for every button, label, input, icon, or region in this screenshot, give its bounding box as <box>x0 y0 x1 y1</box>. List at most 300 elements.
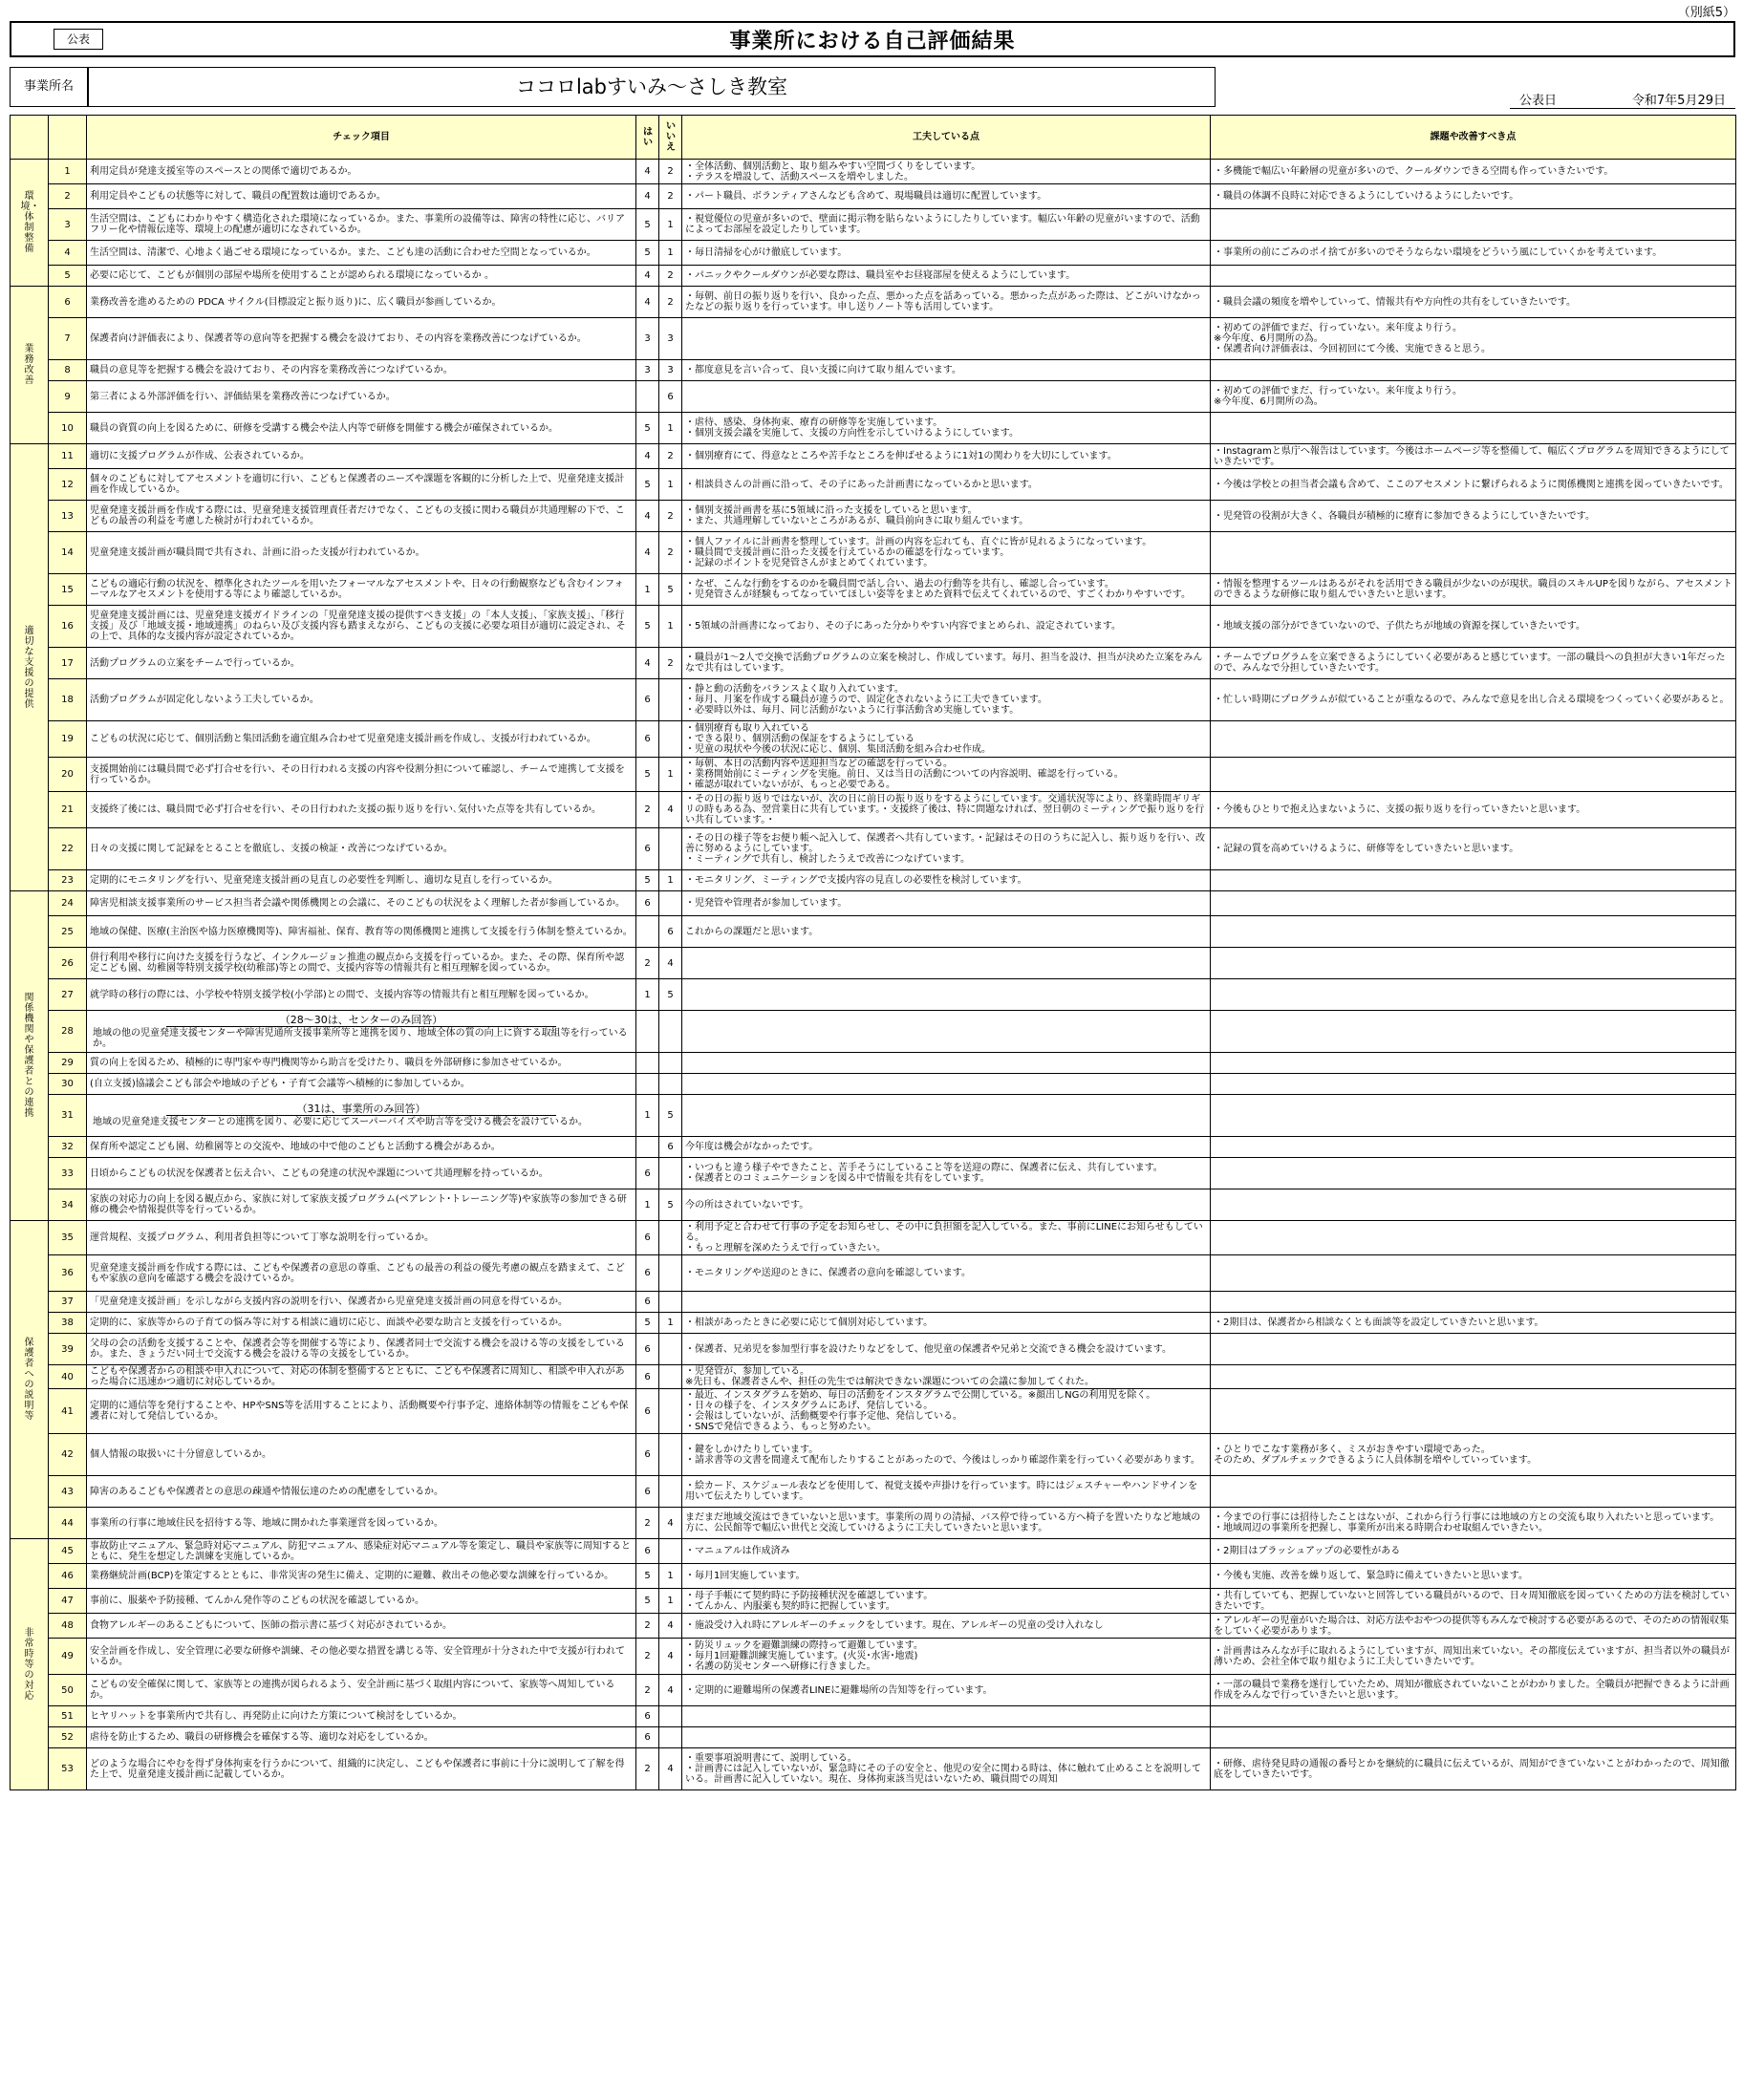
check-item: 児童発達支援計画には、児童発達支援ガイドラインの「児童発達支援の提供すべき支援」の「本人支援」、「家族支援」、「移行支援」及び「地域支援・地域連携」のねらい及び支援内容も踏まえながら、こどもの支援に必要な項目が適切に設定され、その上で、具体的な支援内容が設定されているか。 <box>87 606 636 648</box>
issue-cell <box>1211 758 1736 792</box>
item-number: 40 <box>49 1365 87 1389</box>
yes-count: 3 <box>636 360 659 381</box>
office-label: 事業所名 <box>10 67 88 107</box>
item-number: 52 <box>49 1727 87 1748</box>
check-item: 職員の意見等を把握する機会を設けており、その内容を業務改善につなげているか。 <box>87 360 636 381</box>
table-row <box>11 979 1736 1011</box>
effort-cell: ・防災リュックを避難訓練の際持って避難しています。 ・毎月1回避難訓練実施しています。(火災･水害･地震) ・名護の防災センターへ研修に行きました。 <box>682 1639 1211 1675</box>
no-count: 3 <box>659 360 682 381</box>
check-item: ヒヤリハットを事業所内で共有し、再発防止に向けた方策について検討をしているか。 <box>87 1706 636 1727</box>
issue-cell: ・児発管の役割が大きく、各職員が積極的に療育に参加できるようにしていきたいです。 <box>1211 501 1736 532</box>
issue-cell: ・今後も実施、改善を繰り返して、緊急時に備えていきたいと思います。 <box>1211 1564 1736 1589</box>
check-item <box>87 1011 636 1053</box>
yes-count: 5 <box>636 1564 659 1589</box>
no-count <box>659 1074 682 1095</box>
issue-cell <box>1211 1011 1736 1053</box>
effort-cell: ・虐待、感染、身体拘束、療育の研修等を実施しています。 ・個別支援会議を実施して、支援の方向性を示していけるようにしています。 <box>682 413 1211 444</box>
check-item: 第三者による外部評価を行い、評価結果を業務改善につなげているか。 <box>87 381 636 413</box>
corner-cell <box>11 116 49 160</box>
issue-cell: ・チームでプログラムを立案できるようにしていく必要があると感じています。一部の職員への負担が大きい1年だったので、みんなで分担していきたいです。 <box>1211 648 1736 679</box>
effort-cell: ・職員が1～2人で交換で活動プログラムの立案を検討し、作成しています。毎月、担当を設け、担当が決めた立案をみんなで共有はしています。 <box>682 648 1211 679</box>
no-count: 4 <box>659 1748 682 1790</box>
issue-cell <box>1211 870 1736 891</box>
effort-cell: ・重要事項説明書にて、説明している。 ・計画書には記入していないが、緊急時にその子の安全と、他児の安全に関わる時は、体に触れて止めることを説明している。計画書に記入していない。現在、身体拘束該当児はいないため、職員間での周知 <box>682 1748 1211 1790</box>
yes-count: 5 <box>636 758 659 792</box>
item-number: 2 <box>49 184 87 209</box>
no-count: 4 <box>659 948 682 979</box>
yes-count: 2 <box>636 1508 659 1539</box>
item-number: 42 <box>49 1434 87 1476</box>
yes-count: 5 <box>636 1589 659 1614</box>
table-row <box>11 679 1736 721</box>
category-label: 保護者への説明等 <box>24 1338 34 1422</box>
no-count: 1 <box>659 758 682 792</box>
issue-cell: ・今後もひとりで抱え込まないように、支援の振り返りを行っていきたいと思います。 <box>1211 792 1736 828</box>
check-item: 活動プログラムが固定化しないよう工夫しているか。 <box>87 679 636 721</box>
no-count <box>659 1011 682 1053</box>
check-item: 支援終了後には、職員間で必ず打合せを行い、その日行われた支援の振り返りを行い､気付いた点等を共有しているか。 <box>87 792 636 828</box>
category-label: 適切な支援の提供 <box>24 625 34 710</box>
annex-label: （別紙5） <box>1677 6 1735 20</box>
yes-count: 6 <box>636 721 659 758</box>
item-number: 18 <box>49 679 87 721</box>
item-number: 13 <box>49 501 87 532</box>
no-count: 5 <box>659 1095 682 1137</box>
yes-header <box>636 116 659 160</box>
table-row <box>11 1639 1736 1675</box>
item-number: 20 <box>49 758 87 792</box>
yes-count: 6 <box>636 679 659 721</box>
yes-count: 6 <box>636 1292 659 1313</box>
item-number: 43 <box>49 1476 87 1508</box>
item-number: 26 <box>49 948 87 979</box>
item-number: 6 <box>49 287 87 318</box>
check-item: 食物アレルギーのあるこどもについて、医師の指示書に基づく対応がされているか。 <box>87 1614 636 1639</box>
item-number: 11 <box>49 444 87 469</box>
issue-cell <box>1211 1074 1736 1095</box>
item-number: 31 <box>49 1095 87 1137</box>
no-count: 1 <box>659 413 682 444</box>
check-item: 運営規程、支援プログラム、利用者負担等について丁寧な説明を行っているか。 <box>87 1221 636 1255</box>
effort-cell <box>682 979 1211 1011</box>
check-item: 日頃からこどもの状況を保護者と伝え合い、こどもの発達の状況や課題について共通理解を持っているか。 <box>87 1158 636 1189</box>
effort-cell: ・個別療育にて、得意なところや苦手なところを伸ばせるように1対1の関わりを大切にしています。 <box>682 444 1211 469</box>
table-row <box>11 413 1736 444</box>
item-number: 3 <box>49 209 87 241</box>
item-number: 47 <box>49 1589 87 1614</box>
check-item: どのような場合にやむを得ず身体拘束を行うかについて、組織的に決定し、こどもや保護者に事前に十分に説明して了解を得た上で、児童発達支援計画に記載しているか。 <box>87 1748 636 1790</box>
item-number: 15 <box>49 574 87 606</box>
yes-count: 6 <box>636 1255 659 1292</box>
no-count: 6 <box>659 1137 682 1158</box>
yes-count: 6 <box>636 891 659 916</box>
check-item: こどもの適応行動の状況を、標準化されたツールを用いたフォーマルなアセスメントや、日々の行動観察なども含むインフォーマルなアセスメントを使用する等により確認しているか。 <box>87 574 636 606</box>
issue-cell: ・2期目は、保護者から相談なくとも面談等を設定していきたいと思います。 <box>1211 1313 1736 1334</box>
no-count: 6 <box>659 381 682 413</box>
no-count: 1 <box>659 241 682 266</box>
yes-count: 2 <box>636 948 659 979</box>
page-title: 事業所における自己評価結果 <box>729 30 1016 54</box>
check-item: 併行利用や移行に向けた支援を行うなど、インクルージョン推進の観点から支援を行っているか。また、その際、保育所や認定こども園、幼稚園等特別支援学校(幼稚部)等との間で、支援内容等の情報共有と相互理解を図っているか。 <box>87 948 636 979</box>
table-row <box>11 318 1736 360</box>
check-item: 利用定員やこどもの状態等に対して、職員の配置数は適切であるか。 <box>87 184 636 209</box>
check-item: 児童発達支援計画を作成する際には、児童発達支援管理責任者だけでなく、こどもの支援に関わる職員が共通理解の下で、こどもの最善の利益を考慮した検討が行われているか。 <box>87 501 636 532</box>
issue-cell <box>1211 948 1736 979</box>
effort-cell: ・保護者、兄弟児を参加型行事を設けたりなどをして、他児童の保護者や兄弟と交流できる機会を設けています。 <box>682 1334 1211 1365</box>
item-number: 27 <box>49 979 87 1011</box>
effort-cell: ・母子手帳にて契約時に予防接種状況を確認しています。 ・てんかん、内服薬も契約時に把握しています。 <box>682 1589 1211 1614</box>
no-count <box>659 1476 682 1508</box>
item-number: 34 <box>49 1189 87 1221</box>
evaluation-table <box>10 115 1736 1790</box>
item-note: （28～30は、センターのみ回答） <box>166 1014 556 1027</box>
no-count: 1 <box>659 209 682 241</box>
effort-cell: ・都度意見を言い合って、良い支援に向けて取り組んでいます。 <box>682 360 1211 381</box>
yes-count <box>636 1137 659 1158</box>
table-row <box>11 1614 1736 1639</box>
no-count: 2 <box>659 501 682 532</box>
no-count: 6 <box>659 916 682 948</box>
table-row <box>11 1675 1736 1706</box>
check-item: 安全計画を作成し、安全管理に必要な研修や訓練、その他必要な措置を講じる等、安全管理が十分された中で支援が行われているか。 <box>87 1639 636 1675</box>
no-count: 2 <box>659 287 682 318</box>
table-row <box>11 266 1736 287</box>
issue-cell: ・事業所の前にごみのポイ捨てが多いのでそうならない環境をどういう風にしていくかを考えています。 <box>1211 241 1736 266</box>
issue-cell: ・情報を整理するツールはあるがそれを活用できる職員が少ないのが現状。職員のスキルUPを図りながら、アセスメントのできるような研修に取り組んでいきたいと思います。 <box>1211 574 1736 606</box>
table-row <box>11 360 1736 381</box>
public-tag: 公表 <box>54 29 103 50</box>
effort-cell: ・絵カード、スケジュール表などを使用して、視覚支援や声掛けを行っています。時にはジェスチャーやハンドサインを用いて伝えたりしています。 <box>682 1476 1211 1508</box>
table-row <box>11 828 1736 870</box>
category-cell <box>11 287 49 444</box>
no-count: 5 <box>659 574 682 606</box>
item-number: 22 <box>49 828 87 870</box>
effort-cell: ・児発管や管理者が参加しています。 <box>682 891 1211 916</box>
table-row <box>11 1334 1736 1365</box>
effort-cell: ・パニックやクールダウンが必要な際は、職員室やお昼寝部屋を使えるようにしています。 <box>682 266 1211 287</box>
yes-count: 2 <box>636 1614 659 1639</box>
no-count <box>659 721 682 758</box>
issue-cell: ・Instagramと県庁へ報告はしています。今後はホームページ等を整備して、幅広くプログラムを周知できるようにしていきたいです。 <box>1211 444 1736 469</box>
effort-cell <box>682 1074 1211 1095</box>
check-item: 生活空間は、こどもにわかりやすく構造化された環境になっているか。また、事業所の設備等は、障害の特性に応じ、バリアフリー化や情報伝達等、環境上の配慮が適切になされているか。 <box>87 209 636 241</box>
effort-cell: ・毎日清掃を心がけ徹底しています。 <box>682 241 1211 266</box>
issue-cell <box>1211 413 1736 444</box>
item-number: 5 <box>49 266 87 287</box>
issue-cell: ・共有していても、把握していないと回答している職員がいるので、日々周知徹底を図っていくための方法を検討していきたいです。 <box>1211 1589 1736 1614</box>
check-item: 定期的にモニタリングを行い、児童発達支援計画の見直しの必要性を判断し、適切な見直しを行っているか。 <box>87 870 636 891</box>
issue-cell: ・職員会議の頻度を増やしていって、情報共有や方向性の共有をしていきたいです。 <box>1211 287 1736 318</box>
item-number: 35 <box>49 1221 87 1255</box>
item-number: 36 <box>49 1255 87 1292</box>
yes-count <box>636 381 659 413</box>
item-number: 39 <box>49 1334 87 1365</box>
table-row <box>11 1011 1736 1053</box>
issue-cell <box>1211 979 1736 1011</box>
issue-cell <box>1211 1221 1736 1255</box>
effort-cell: ・毎月1回実施しています。 <box>682 1564 1211 1589</box>
effort-cell: ・毎朝、前日の振り返りを行い、良かった点、悪かった点を話あっている。悪かった点があった際は、どこがいけなかったなどの振り返りを行っています。申し送りノート等も活用しています。 <box>682 287 1211 318</box>
yes-count: 4 <box>636 287 659 318</box>
item-number: 51 <box>49 1706 87 1727</box>
check-item: 支援開始前には職員間で必ず打合せを行い、その日行われる支援の内容や役割分担について確認し、チームで連携して支援を行っているか。 <box>87 758 636 792</box>
table-row <box>11 241 1736 266</box>
table-row <box>11 1137 1736 1158</box>
table-row <box>11 1074 1736 1095</box>
no-count <box>659 1334 682 1365</box>
no-count: 1 <box>659 1589 682 1614</box>
yes-count <box>636 1011 659 1053</box>
yes-count: 6 <box>636 1539 659 1564</box>
issue-cell: ・職員の体調不良時に対応できるようにしていけるようにしたいです。 <box>1211 184 1736 209</box>
yes-count <box>636 1053 659 1074</box>
check-item: 定期的に、家族等からの子育ての悩み等に対する相談に適切に応じ、面談や必要な助言と支援を行っているか。 <box>87 1313 636 1334</box>
no-count: 5 <box>659 979 682 1011</box>
check-item: 家族の対応力の向上を図る観点から、家族に対して家族支援プログラム(ペアレント･トレーニング等)や家族等の参加できる研修の機会や情報提供等を行っているか。 <box>87 1189 636 1221</box>
no-count: 2 <box>659 184 682 209</box>
yes-count: 1 <box>636 1189 659 1221</box>
check-item: 個人情報の取扱いに十分留意しているか。 <box>87 1434 636 1476</box>
no-count: 2 <box>659 160 682 184</box>
effort-cell: ・その日の様子等をお便り帳へ記入して、保護者へ共有しています。・記録はその日のうちに記入し、振り返りを行い、改善に努めるようにしています。 ・ミーティングで共有し、検討したうえで改善につなげています。 <box>682 828 1211 870</box>
yes-count: 1 <box>636 1095 659 1137</box>
yes-count: 6 <box>636 1334 659 1365</box>
issue-cell <box>1211 1292 1736 1313</box>
check-item: 障害のあるこどもや保護者との意思の疎通や情報伝達のための配慮をしているか。 <box>87 1476 636 1508</box>
yes-count <box>636 1074 659 1095</box>
check-item-header: チェック項目 <box>87 116 636 160</box>
check-item: 業務継続計画(BCP)を策定するとともに、非常災害の発生に備え、定期的に避難、救出その他必要な訓練を行っているか。 <box>87 1564 636 1589</box>
check-item: 活動プログラムの立案をチームで行っているか。 <box>87 648 636 679</box>
yes-count: 4 <box>636 266 659 287</box>
table-row <box>11 948 1736 979</box>
issue-cell: ・アレルギーの児童がいた場合は、対応方法やおやつの提供等もみんなで検討する必要があるので、そのための情報収集をしていく必要があります。 <box>1211 1614 1736 1639</box>
issue-cell <box>1211 532 1736 574</box>
table-header-row <box>11 116 1736 160</box>
issue-cell <box>1211 266 1736 287</box>
no-count: 2 <box>659 648 682 679</box>
effort-cell: ・個人ファイルに計画書を整理しています。計画の内容を忘れても、直ぐに皆が見れるようになっています。 ・職員間で支援計画に沿った支援を行えているかの確認を行なっています。 ・記録のポイントを児発管さんがまとめてくれています。 <box>682 532 1211 574</box>
issue-cell: ・忙しい時期にプログラムが似ていることが重なるので、みんなで意見を出し合える環境をつくっていく必要があると。 <box>1211 679 1736 721</box>
check-item: 定期的に通信等を発行することや、HPやSNS等を活用することにより、活動概要や行事予定、連絡体制等の情報をこどもや保護者に対して発信しているか。 <box>87 1389 636 1434</box>
issue-cell <box>1211 1334 1736 1365</box>
effort-cell: ・個別支援計画書を基に5領域に沿った支援をしていると思います。 ・また、共通理解していないところがあるが、職員前向きに取り組んでいます。 <box>682 501 1211 532</box>
effort-cell: ・モニタリング、ミーティングで支援内容の見直しの必要性を検討しています。 <box>682 870 1211 891</box>
effort-cell: ・施設受け入れ時にアレルギーのチェックをしています。現在、アレルギーの児童の受け入れなし <box>682 1614 1211 1639</box>
item-number: 9 <box>49 381 87 413</box>
issue-cell: ・計画書はみんなが手に取れるようにしていますが、周知出来ていない。その都度伝えていますが、担当者以外の職員が薄いため、会社全体で取り組むように工夫していきたいです。 <box>1211 1639 1736 1675</box>
table-row <box>11 721 1736 758</box>
effort-cell: まだまだ地域交流はできていないと思います。事業所の周りの清掃、バス停で待っている方へ椅子を置いたりなど地域の方に、公民館等で幅広い世代と交流していけるように工夫していきたいと思います。 <box>682 1508 1211 1539</box>
yes-count: 6 <box>636 828 659 870</box>
table-row <box>11 606 1736 648</box>
effort-cell: ・個別療育も取り入れている ・できる限り、個別活動の保証をするようにしている ・児童の現状や今後の状況に応じ、個別、集団活動を組み合わせ作成。 <box>682 721 1211 758</box>
title-box <box>10 21 1735 57</box>
effort-cell <box>682 381 1211 413</box>
table-row <box>11 891 1736 916</box>
item-number: 45 <box>49 1539 87 1564</box>
yes-count: 4 <box>636 444 659 469</box>
yes-count: 2 <box>636 1748 659 1790</box>
yes-count: 3 <box>636 318 659 360</box>
item-number: 23 <box>49 870 87 891</box>
table-row <box>11 1589 1736 1614</box>
issue-cell <box>1211 1255 1736 1292</box>
table-row <box>11 1508 1736 1539</box>
item-number: 25 <box>49 916 87 948</box>
table-row <box>11 184 1736 209</box>
effort-cell: ・その日の振り返りではないが、次の日に前日の振り返りをするようにしています。交通状況等により、終業時間ギリギリの時もある為、翌営業日に共有しています。・支援終了後は、特に問題なければ、翌日朝のミーティングで振り返りを行い共有しています。・ <box>682 792 1211 828</box>
item-number: 14 <box>49 532 87 574</box>
yes-count: 5 <box>636 1313 659 1334</box>
effort-cell: ・なぜ、こんな行動をするのかを職員間で話し合い、過去の行動等を共有し、確認し合っています。 ・児発管さんが経験もってなっていてほしい姿等をまとめた資料で伝えてくれているので、すごくわかりやすいです。 <box>682 574 1211 606</box>
no-count: 2 <box>659 266 682 287</box>
effort-cell: ・視覚優位の児童が多いので、壁面に掲示物を貼らないようにしたりしています。幅広い年齢の児童がいますので、活動によってお部屋を設定したりしています。 <box>682 209 1211 241</box>
yes-count: 5 <box>636 209 659 241</box>
table-row <box>11 1365 1736 1389</box>
no-count: 4 <box>659 1614 682 1639</box>
table-row <box>11 758 1736 792</box>
issue-cell <box>1211 721 1736 758</box>
no-count: 1 <box>659 606 682 648</box>
yes-count: 6 <box>636 1365 659 1389</box>
table-row <box>11 444 1736 469</box>
item-number: 28 <box>49 1011 87 1053</box>
table-row <box>11 469 1736 501</box>
issue-cell <box>1211 891 1736 916</box>
item-number: 1 <box>49 160 87 184</box>
effort-cell: ・定期的に避難場所の保護者LINEに避難場所の告知等を行っています。 <box>682 1675 1211 1706</box>
issue-cell <box>1211 1365 1736 1389</box>
issue-cell <box>1211 209 1736 241</box>
no-header-text: いいえ <box>666 121 676 153</box>
effort-cell: ・相談があったときに必要に応じて個別対応しています。 <box>682 1313 1211 1334</box>
check-item: 日々の支援に関して記録をとることを徹底し、支援の検証・改善につなげているか。 <box>87 828 636 870</box>
no-count: 4 <box>659 1675 682 1706</box>
no-count <box>659 1221 682 1255</box>
table-row <box>11 1539 1736 1564</box>
number-header <box>49 116 87 160</box>
effort-cell: ・マニュアルは作成済み <box>682 1539 1211 1564</box>
issue-cell: ・研修、虐待発見時の通報の番号とかを継続的に職員に伝えているが、周知ができていないことがわかったので、周知徹底をしていきたいです。 <box>1211 1748 1736 1790</box>
table-row <box>11 1313 1736 1334</box>
table-row <box>11 381 1736 413</box>
table-row <box>11 792 1736 828</box>
effort-cell <box>682 1053 1211 1074</box>
item-number: 16 <box>49 606 87 648</box>
check-item: 保護者向け評価表により、保護者等の意向等を把握する機会を設けており、その内容を業務改善につなげているか。 <box>87 318 636 360</box>
check-item: こどもの状況に応じて、個別活動と集団活動を適宜組み合わせて児童発達支援計画を作成し、支援が行われているか。 <box>87 721 636 758</box>
check-item: 父母の会の活動を支援することや、保護者会等を開催する等により、保護者同士で交流する機会を設ける等の支援をしているか。また、きょうだい同士で交流する機会を設ける等の支援をしているか。 <box>87 1334 636 1365</box>
check-item: 児童発達支援計画が職員間で共有され、計画に沿った支援が行われているか。 <box>87 532 636 574</box>
check-item: 就学時の移行の際には、小学校や特別支援学校(小学部)との間で、支援内容等の情報共有と相互理解を図っているか。 <box>87 979 636 1011</box>
item-number: 8 <box>49 360 87 381</box>
check-item: 利用定員が発達支援室等のスペースとの関係で適切であるか。 <box>87 160 636 184</box>
table-row <box>11 1255 1736 1292</box>
table-row <box>11 574 1736 606</box>
no-count: 4 <box>659 1508 682 1539</box>
pub-date-label: 公表日 <box>1519 94 1558 108</box>
yes-count: 4 <box>636 501 659 532</box>
no-count <box>659 1053 682 1074</box>
effort-cell: ・5領域の計画書になっており、その子にあった分かりやすい内容でまとめられ、設定されています。 <box>682 606 1211 648</box>
check-item: (自立支援)協議会こども部会や地域の子ども・子育て会議等へ積極的に参加しているか。 <box>87 1074 636 1095</box>
item-number: 30 <box>49 1074 87 1095</box>
effort-cell: ・最近、インスタグラムを始め、毎日の活動をインスタグラムで公開している。※顔出しNGの利用児を除く。 ・日々の様子を、インスタグラムにあげ、発信している。 ・会報はしていないが、活動概要や行事予定他、発信している。 ・SNSで発信できるよう、もっと努めたい。 <box>682 1389 1211 1434</box>
no-count: 5 <box>659 1189 682 1221</box>
effort-cell: ・全体活動、個別活動と、取り組みやすい空間づくりをしています。 ・テラスを増設して、活動スペースを増やしました。 <box>682 160 1211 184</box>
check-item: 質の向上を図るため、積極的に専門家や専門機関等から助言を受けたり、職員を外部研修に参加させているか。 <box>87 1053 636 1074</box>
no-header <box>659 116 682 160</box>
yes-count: 6 <box>636 1727 659 1748</box>
category-label: 環境・体制整備 <box>20 191 40 254</box>
yes-count: 6 <box>636 1389 659 1434</box>
no-count <box>659 1292 682 1313</box>
yes-count <box>636 916 659 948</box>
pub-date-value: 令和7年5月29日 <box>1631 94 1726 108</box>
issue-cell: ・初めての評価でまだ、行っていない。来年度より行う。 ※今年度、6月開所の為。 ・保護者向け評価表は、今回初回にて今後、実施できると思う。 <box>1211 318 1736 360</box>
issue-cell: ・ひとりでこなす業務が多く、ミスがおきやすい環境であった。 そのため、ダブルチェックできるように人員体制を増やしていっています。 <box>1211 1434 1736 1476</box>
item-number: 38 <box>49 1313 87 1334</box>
category-cell <box>11 160 49 287</box>
item-number: 46 <box>49 1564 87 1589</box>
effort-header: 工夫している点 <box>682 116 1211 160</box>
table-row <box>11 916 1736 948</box>
item-number: 50 <box>49 1675 87 1706</box>
issue-cell: ・2期目はブラッシュアップの必要性がある <box>1211 1539 1736 1564</box>
publication-date <box>1510 90 1735 109</box>
item-number: 37 <box>49 1292 87 1313</box>
issue-cell <box>1211 1706 1736 1727</box>
check-item: 職員の資質の向上を図るために、研修を受講する機会や法人内等で研修を開催する機会が確保されているか。 <box>87 413 636 444</box>
no-count <box>659 1365 682 1389</box>
effort-cell: ・相談員さんの計画に沿って、その子にあった計画書になっているかと思います。 <box>682 469 1211 501</box>
yes-count: 4 <box>636 648 659 679</box>
item-number: 44 <box>49 1508 87 1539</box>
yes-header-text: はい <box>643 126 653 148</box>
item-number: 12 <box>49 469 87 501</box>
item-number: 53 <box>49 1748 87 1790</box>
category-label: 関係機関や保護者との連携 <box>24 993 34 1119</box>
issue-cell: ・一部の職員で業務を遂行していたため、周知が徹底されていないことがわかりました。全職員が把握できるように計画作成をみんなで行っていきたいと思います。 <box>1211 1675 1736 1706</box>
no-count <box>659 828 682 870</box>
effort-cell: ・鍵をしかけたりしています。 ・請求書等の文書を間違えて配布したりすることがあったので、今後はしっかり確認作業を行っていく必要があります。 <box>682 1434 1211 1476</box>
check-item: 事故防止マニュアル、緊急時対応マニュアル、防犯マニュアル、感染症対応マニュアル等を策定し、職員や家族等に周知するとともに、発生を想定した訓練を実施しているか。 <box>87 1539 636 1564</box>
yes-count: 1 <box>636 574 659 606</box>
category-cell <box>11 1539 49 1790</box>
check-item: こどもや保護者からの相談や申入れについて、対応の体制を整備するとともに、こどもや保護者に周知し、相談や申入れがあった場合に迅速かつ適切に対応しているか。 <box>87 1365 636 1389</box>
no-count: 4 <box>659 792 682 828</box>
category-cell <box>11 891 49 1221</box>
effort-cell <box>682 1727 1211 1748</box>
effort-cell: ・いつもと違う様子やできたこと、苦手そうにしていること等を送迎の際に、保護者に伝え、共有しています。 ・保護者とのコミュニケーションを図る中で情報を共有をしています。 <box>682 1158 1211 1189</box>
table-row <box>11 532 1736 574</box>
yes-count: 6 <box>636 1158 659 1189</box>
no-count <box>659 891 682 916</box>
yes-count: 5 <box>636 241 659 266</box>
no-count: 4 <box>659 1639 682 1675</box>
yes-count: 4 <box>636 184 659 209</box>
item-number: 21 <box>49 792 87 828</box>
yes-count: 4 <box>636 160 659 184</box>
effort-cell: ・児発管が、参加している。 ※先日も、保護者さんや、担任の先生では解決できない課題についての会議に参加してくれた。 <box>682 1365 1211 1389</box>
check-item: 障害児相談支援事業所のサービス担当者会議や関係機関との会議に、そのこどもの状況をよく理解した者が参画しているか。 <box>87 891 636 916</box>
issues-header: 課題や改善すべき点 <box>1211 116 1736 160</box>
issue-cell <box>1211 1476 1736 1508</box>
check-item: こどもの安全確保に関して、家族等との連携が図られるよう、安全計画に基づく取組内容について、家族等へ周知しているか。 <box>87 1675 636 1706</box>
no-count: 1 <box>659 469 682 501</box>
issue-cell <box>1211 1095 1736 1137</box>
